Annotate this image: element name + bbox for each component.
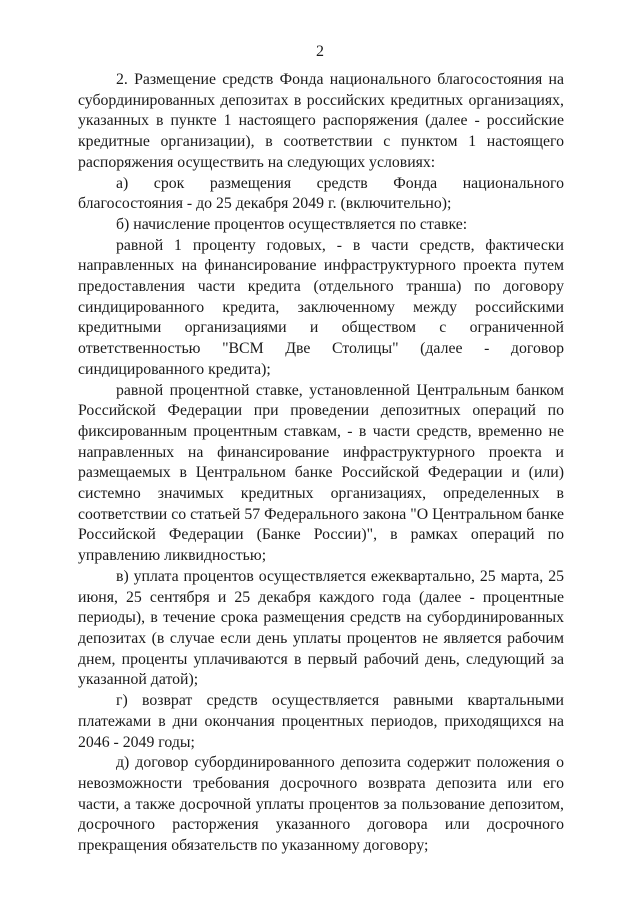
page-number: 2: [316, 43, 324, 60]
paragraph-payment-v: в) уплата процентов осуществляется ежеквартально, 25 марта, 25 июня, 25 сентября и 25 декабря каждого года (далее - процентные периоды), в течение срока размещения средств на субординированных депозитах (в случае если день уплаты процентов не является рабочим днем, проценты уплачиваются в первый рабочий день, следующий за указанной датой);: [78, 567, 564, 689]
paragraph-interest-b: б) начисление процентов осуществляется по ставке:: [116, 215, 468, 233]
document-body: [78, 70, 564, 857]
paragraph-rate-central-bank: равной процентной ставке, установленной Центральным банком Российской Федерации при проведении депозитных операций по фиксированным процентным ставкам, - в части средств, временно не направленных на финансирование инфраструктурного проекта и размещаемых в Центральном банке Российской Федерации и (или) системно значимых кредитных организациях, определенных в соответствии со статьей 57 Федерального закона "О Центральном банке Российской Федерации (Банке России)", в рамках операций по управлению ликвидностью;: [78, 381, 564, 565]
paragraph-return-g: г) возврат средств осуществляется равными квартальными платежами в дни окончания процентных периодов, приходящихся на 2046 - 2049 годы;: [78, 692, 564, 751]
paragraph-term-a: а) срок размещения средств Фонда национального благосостояния - до 25 декабря 2049 г. (включительно);: [78, 174, 564, 213]
paragraph-rate-one-percent: равной 1 проценту годовых, - в части средств, фактически направленных на финансирование инфраструктурного проекта путем предоставления части кредита (отдельного транша) по договору синдицированного кредита, заключенному между российскими кредитными организациями и обществом с ограниченной ответственностью "ВСМ Две Столицы" (далее - договор синдицированного кредита);: [78, 236, 564, 378]
paragraph-2-intro: 2. Размещение средств Фонда национального благосостояния на субординированных депозитах в российских кредитных организациях, указанных в пункте 1 настоящего распоряжения (далее - российские кредитные организации), в соответствии с пунктом 1 настоящего распоряжения осуществить на следующих условиях:: [78, 71, 564, 171]
paragraph-contract-d: д) договор субординированного депозита содержит положения о невозможности требования досрочного возврата депозита или его части, а также досрочной уплаты процентов за пользование депозитом, досрочного расторжения указанного договора или досрочного прекращения обязательств по указанному договору;: [78, 754, 564, 855]
